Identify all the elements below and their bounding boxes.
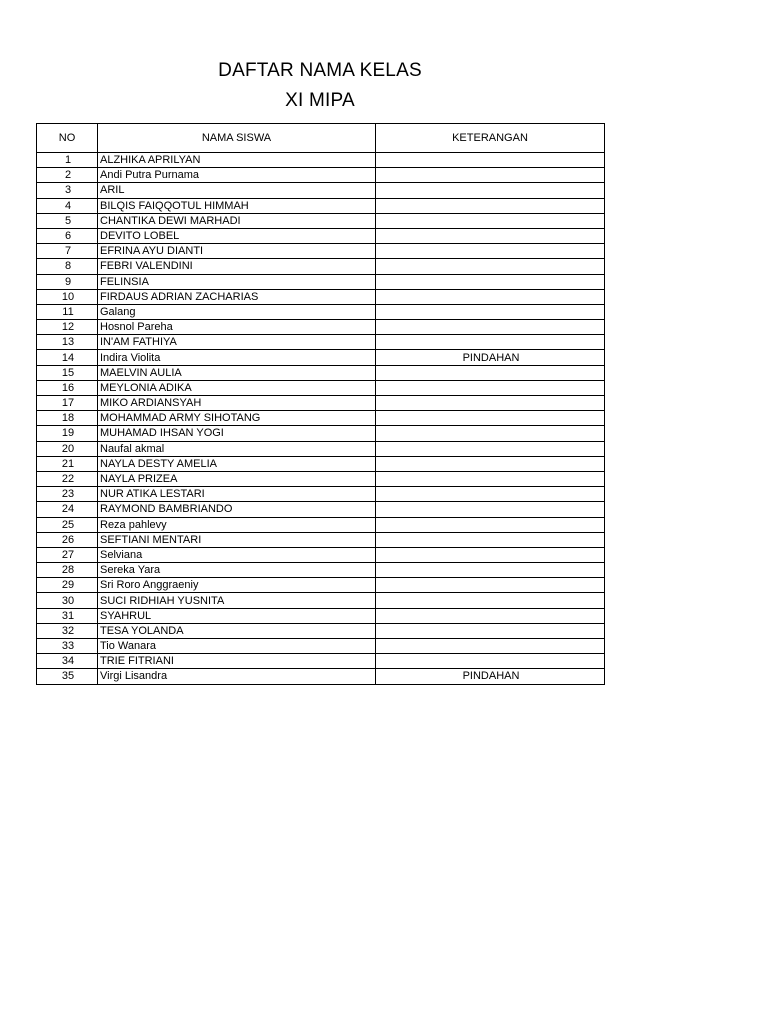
cell-no: 13 xyxy=(37,335,98,350)
cell-no: 12 xyxy=(37,320,98,335)
cell-no: 2 xyxy=(37,168,98,183)
cell-keterangan xyxy=(376,547,605,562)
table-row xyxy=(37,654,605,669)
cell-nama-siswa: CHANTIKA DEWI MARHADI xyxy=(98,213,376,228)
cell-keterangan xyxy=(376,259,605,274)
cell-no: 29 xyxy=(37,578,98,593)
cell-no: 33 xyxy=(37,639,98,654)
cell-nama-siswa: MIKO ARDIANSYAH xyxy=(98,396,376,411)
cell-no: 15 xyxy=(37,365,98,380)
cell-nama-siswa: EFRINA AYU DIANTI xyxy=(98,244,376,259)
cell-keterangan xyxy=(376,426,605,441)
cell-keterangan xyxy=(376,502,605,517)
cell-keterangan xyxy=(376,183,605,198)
cell-no: 17 xyxy=(37,396,98,411)
cell-nama-siswa: Galang xyxy=(98,304,376,319)
header-no: NO xyxy=(37,124,98,153)
cell-keterangan: PINDAHAN xyxy=(376,350,605,365)
table-row xyxy=(37,669,605,684)
cell-no: 5 xyxy=(37,213,98,228)
cell-nama-siswa: Selviana xyxy=(98,547,376,562)
table-row xyxy=(37,396,605,411)
cell-no: 19 xyxy=(37,426,98,441)
cell-nama-siswa: Andi Putra Purnama xyxy=(98,168,376,183)
cell-keterangan xyxy=(376,168,605,183)
cell-no: 3 xyxy=(37,183,98,198)
cell-no: 14 xyxy=(37,350,98,365)
cell-no: 21 xyxy=(37,456,98,471)
cell-no: 31 xyxy=(37,608,98,623)
cell-nama-siswa: NUR ATIKA LESTARI xyxy=(98,487,376,502)
cell-keterangan xyxy=(376,593,605,608)
cell-keterangan xyxy=(376,335,605,350)
table-row xyxy=(37,532,605,547)
cell-nama-siswa: ALZHIKA APRILYAN xyxy=(98,153,376,168)
table-row xyxy=(37,153,605,168)
table-row xyxy=(37,563,605,578)
cell-keterangan xyxy=(376,487,605,502)
cell-no: 25 xyxy=(37,517,98,532)
cell-no: 26 xyxy=(37,532,98,547)
table-row xyxy=(37,244,605,259)
cell-keterangan xyxy=(376,411,605,426)
cell-nama-siswa: RAYMOND BAMBRIANDO xyxy=(98,502,376,517)
header-keterangan: KETERANGAN xyxy=(376,124,605,153)
cell-nama-siswa: Tio Wanara xyxy=(98,639,376,654)
table-row xyxy=(37,441,605,456)
cell-no: 24 xyxy=(37,502,98,517)
cell-no: 30 xyxy=(37,593,98,608)
table-row xyxy=(37,608,605,623)
table-row xyxy=(37,274,605,289)
table-row xyxy=(37,304,605,319)
cell-no: 35 xyxy=(37,669,98,684)
table-row xyxy=(37,456,605,471)
cell-no: 22 xyxy=(37,471,98,486)
cell-nama-siswa: Hosnol Pareha xyxy=(98,320,376,335)
cell-no: 9 xyxy=(37,274,98,289)
cell-nama-siswa: MEYLONIA ADIKA xyxy=(98,380,376,395)
cell-no: 28 xyxy=(37,563,98,578)
table-row xyxy=(37,289,605,304)
cell-nama-siswa: FIRDAUS ADRIAN ZACHARIAS xyxy=(98,289,376,304)
header-nama-siswa: NAMA SISWA xyxy=(98,124,376,153)
table-row xyxy=(37,213,605,228)
cell-keterangan xyxy=(376,563,605,578)
table-row xyxy=(37,350,605,365)
cell-no: 4 xyxy=(37,198,98,213)
cell-keterangan xyxy=(376,623,605,638)
cell-keterangan xyxy=(376,532,605,547)
table-row xyxy=(37,365,605,380)
cell-nama-siswa: Naufal akmal xyxy=(98,441,376,456)
table-row xyxy=(37,487,605,502)
cell-no: 1 xyxy=(37,153,98,168)
table-row xyxy=(37,411,605,426)
table-row xyxy=(37,259,605,274)
cell-keterangan xyxy=(376,228,605,243)
table-row xyxy=(37,320,605,335)
cell-nama-siswa: Sri Roro Anggraeniy xyxy=(98,578,376,593)
cell-nama-siswa: NAYLA DESTY AMELIA xyxy=(98,456,376,471)
cell-nama-siswa: BILQIS FAIQQOTUL HIMMAH xyxy=(98,198,376,213)
cell-keterangan xyxy=(376,244,605,259)
cell-keterangan xyxy=(376,608,605,623)
cell-no: 10 xyxy=(37,289,98,304)
cell-no: 32 xyxy=(37,623,98,638)
cell-keterangan xyxy=(376,365,605,380)
document-subtitle: XI MIPA xyxy=(285,90,355,111)
cell-no: 16 xyxy=(37,380,98,395)
document-header xyxy=(0,56,640,116)
table-row xyxy=(37,198,605,213)
cell-no: 23 xyxy=(37,487,98,502)
table-row xyxy=(37,593,605,608)
table-row xyxy=(37,426,605,441)
table-row xyxy=(37,335,605,350)
cell-nama-siswa: SYAHRUL xyxy=(98,608,376,623)
cell-no: 34 xyxy=(37,654,98,669)
cell-no: 8 xyxy=(37,259,98,274)
cell-no: 27 xyxy=(37,547,98,562)
cell-keterangan xyxy=(376,198,605,213)
cell-keterangan xyxy=(376,380,605,395)
cell-no: 7 xyxy=(37,244,98,259)
cell-keterangan xyxy=(376,320,605,335)
cell-nama-siswa: ARIL xyxy=(98,183,376,198)
table-row xyxy=(37,380,605,395)
cell-nama-siswa: Sereka Yara xyxy=(98,563,376,578)
cell-nama-siswa: SEFTIANI MENTARI xyxy=(98,532,376,547)
table-body xyxy=(37,153,605,685)
cell-nama-siswa: MUHAMAD IHSAN YOGI xyxy=(98,426,376,441)
cell-nama-siswa: Reza pahlevy xyxy=(98,517,376,532)
cell-keterangan xyxy=(376,213,605,228)
table-row xyxy=(37,578,605,593)
table-header-row xyxy=(37,124,605,153)
cell-nama-siswa: IN'AM FATHIYA xyxy=(98,335,376,350)
cell-keterangan: PINDAHAN xyxy=(376,669,605,684)
cell-no: 20 xyxy=(37,441,98,456)
table-row xyxy=(37,228,605,243)
cell-keterangan xyxy=(376,289,605,304)
cell-keterangan xyxy=(376,654,605,669)
table-row xyxy=(37,517,605,532)
cell-nama-siswa: NAYLA PRIZEA xyxy=(98,471,376,486)
student-roster-table xyxy=(36,123,605,685)
table-row xyxy=(37,623,605,638)
cell-nama-siswa: DEVITO LOBEL xyxy=(98,228,376,243)
cell-keterangan xyxy=(376,578,605,593)
table-row xyxy=(37,547,605,562)
table-row xyxy=(37,639,605,654)
cell-keterangan xyxy=(376,471,605,486)
cell-keterangan xyxy=(376,517,605,532)
cell-keterangan xyxy=(376,441,605,456)
cell-keterangan xyxy=(376,274,605,289)
cell-nama-siswa: TRIE FITRIANI xyxy=(98,654,376,669)
cell-nama-siswa: TESA YOLANDA xyxy=(98,623,376,638)
cell-nama-siswa: Virgi Lisandra xyxy=(98,669,376,684)
cell-nama-siswa: SUCI RIDHIAH YUSNITA xyxy=(98,593,376,608)
cell-no: 18 xyxy=(37,411,98,426)
cell-nama-siswa: FELINSIA xyxy=(98,274,376,289)
document-title: DAFTAR NAMA KELAS xyxy=(218,60,422,81)
cell-keterangan xyxy=(376,304,605,319)
cell-nama-siswa: FEBRI VALENDINI xyxy=(98,259,376,274)
cell-keterangan xyxy=(376,153,605,168)
cell-keterangan xyxy=(376,396,605,411)
cell-nama-siswa: Indira Violita xyxy=(98,350,376,365)
cell-keterangan xyxy=(376,456,605,471)
table-row xyxy=(37,471,605,486)
cell-nama-siswa: MOHAMMAD ARMY SIHOTANG xyxy=(98,411,376,426)
table-row xyxy=(37,183,605,198)
cell-no: 11 xyxy=(37,304,98,319)
cell-no: 6 xyxy=(37,228,98,243)
cell-nama-siswa: MAELVIN AULIA xyxy=(98,365,376,380)
table-row xyxy=(37,502,605,517)
table-row xyxy=(37,168,605,183)
cell-keterangan xyxy=(376,639,605,654)
